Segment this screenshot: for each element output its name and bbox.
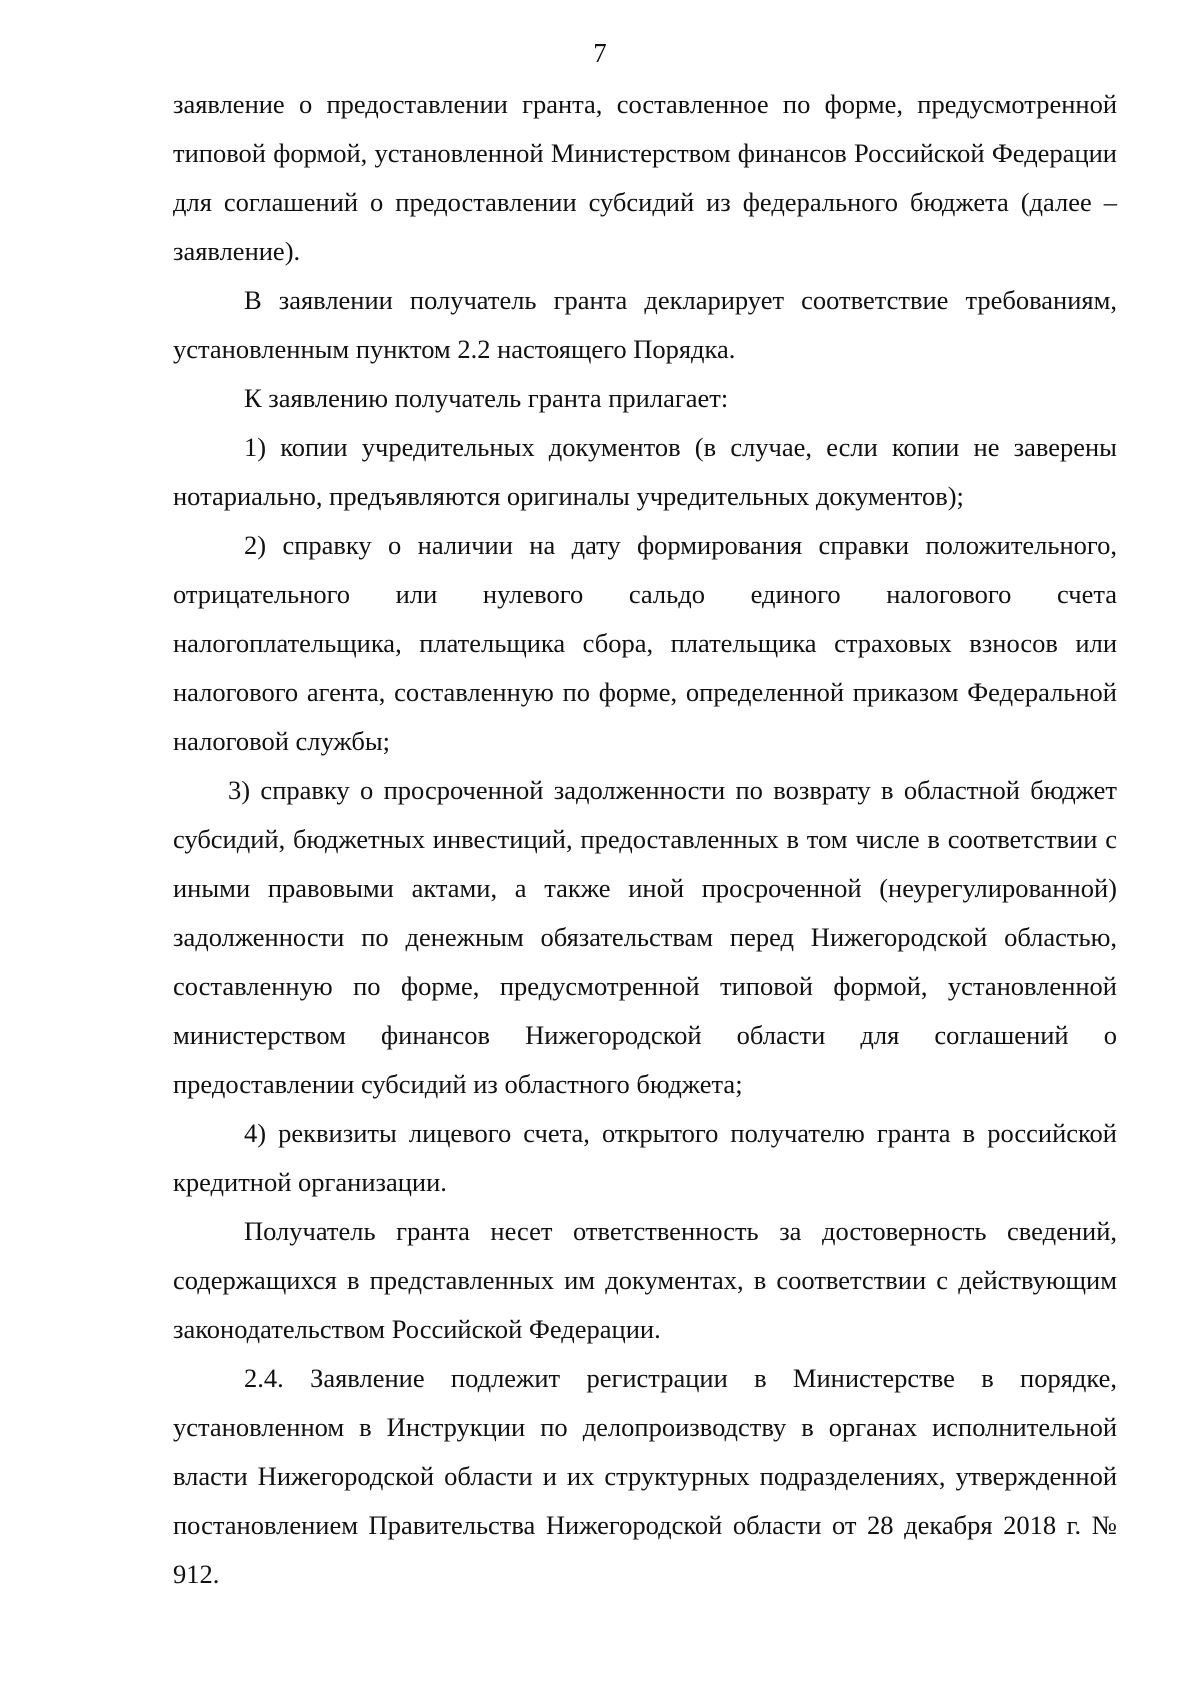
list-item-2: 2) справку о наличии на дату формирования справки положительного, отрицательного или нулевого сальдо единого налогового счета налогоплательщика, плательщика сбора, плательщика страховых взносов или налогового агента, составленную по форме, определенной приказом Федеральной налоговой службы; (173, 530, 1117, 756)
list-item-4: 4) реквизиты лицевого счета, открытого получателю гранта в российской кредитной организации. (173, 1118, 1117, 1197)
document-body (173, 80, 1117, 1599)
paragraph-application-continuation: заявление о предоставлении гранта, составленное по форме, предусмотренной типовой формой, установленной Министерством финансов Российской Федерации для соглашений о предоставлении субсидий из федерального бюджета (далее – заявление). (173, 89, 1117, 266)
paragraph-attachments-intro: К заявлению получатель гранта прилагает: (244, 383, 729, 413)
paragraph-responsibility: Получатель гранта несет ответственность за достоверность сведений, содержащихся в представленных им документах, в соответствии с действующим законодательством Российской Федерации. (173, 1216, 1117, 1344)
list-item-1: 1) копии учредительных документов (в случае, если копии не заверены нотариально, предъявляются оригиналы учредительных документов); (173, 432, 1117, 511)
paragraph-2-4-registration: 2.4. Заявление подлежит регистрации в Министерстве в порядке, установленном в Инструкции по делопроизводству в органах исполнительной власти Нижегородской области и их структурных подразделениях, утвержденной постановлением Правительства Нижегородской области от 28 декабря 2018 г. № 912. (173, 1363, 1117, 1589)
list-item-3: 3) справку о просроченной задолженности по возврату в областной бюджет субсидий, бюджетных инвестиций, предоставленных в том числе в соответствии с иными правовыми актами, а также иной просроченной (неурегулированной) задолженности по денежным обязательствам перед Нижегородской областью, составленную по форме, предусмотренной типовой формой, установленной министерством финансов Нижегородской области для соглашений о предоставлении субсидий из областного бюджета; (173, 775, 1117, 1099)
paragraph-declaration: В заявлении получатель гранта декларирует соответствие требованиям, установленным пунктом 2.2 настоящего Порядка. (173, 285, 1117, 364)
page-number: 7 (593, 38, 607, 68)
